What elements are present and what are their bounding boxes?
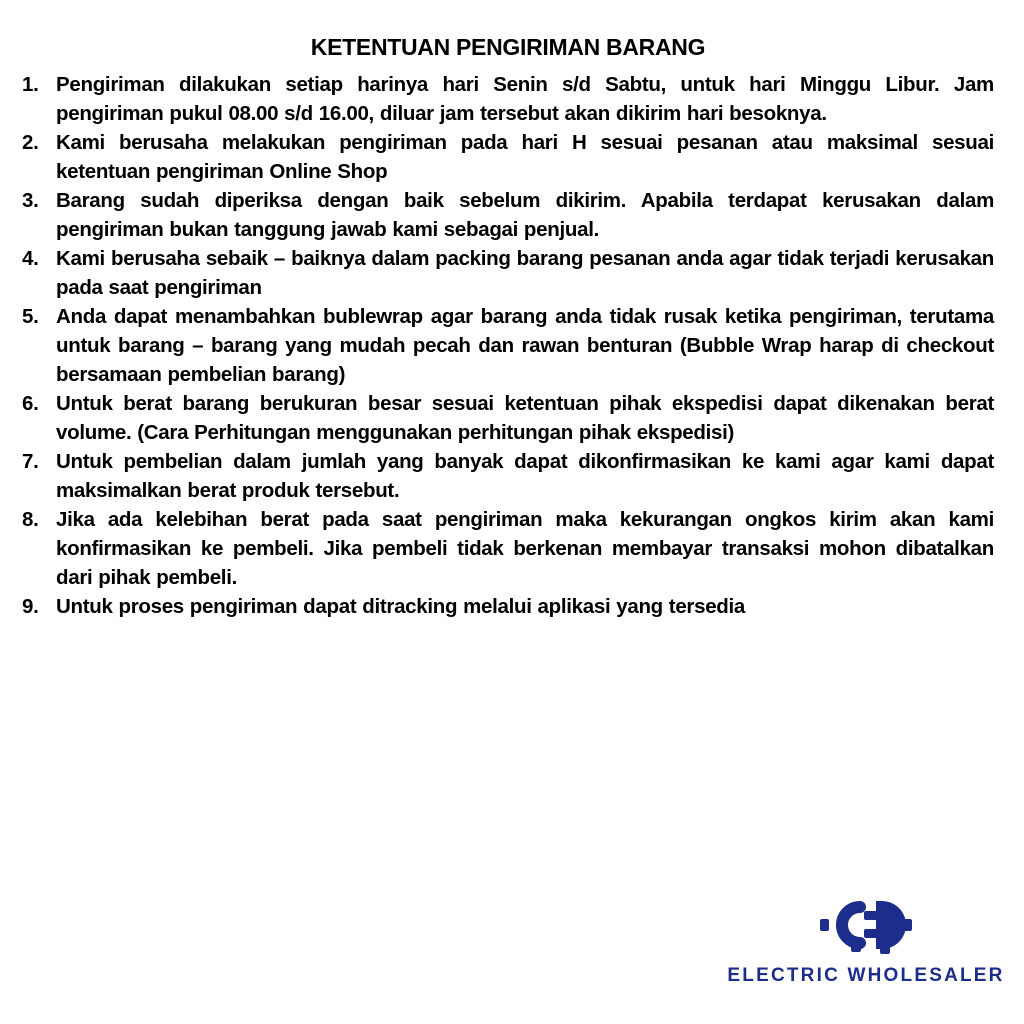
item-text: Pengiriman dilakukan setiap harinya hari Senin s/d Sabtu, untuk hari Minggu Libur. Jam pengiriman pukul 08.00 s/d 16.00, diluar jam tersebut akan dikirim hari besoknya. bbox=[56, 73, 994, 125]
item-number: 3. bbox=[22, 189, 39, 212]
list-item bbox=[22, 128, 994, 186]
item-number: 1. bbox=[22, 73, 39, 96]
list-item bbox=[22, 186, 994, 244]
item-text: Anda dapat menambahkan bublewrap agar barang anda tidak rusak ketika pengiriman, terutama untuk barang – barang yang mudah pecah dan rawan benturan (Bubble Wrap harap di checkout bersamaan pembelian barang) bbox=[56, 305, 994, 386]
item-text: Barang sudah diperiksa dengan baik sebelum dikirim. Apabila terdapat kerusakan dalam pengiriman bukan tanggung jawab kami sebagai penjual. bbox=[56, 189, 994, 241]
item-text: Untuk proses pengiriman dapat ditracking melalui aplikasi yang tersedia bbox=[56, 595, 746, 618]
electric-wholesaler-logo bbox=[727, 893, 1005, 987]
item-number: 7. bbox=[22, 450, 39, 473]
item-text: Kami berusaha sebaik – baiknya dalam packing barang pesanan anda agar tidak terjadi kerusakan pada saat pengiriman bbox=[56, 247, 994, 299]
list-item bbox=[22, 389, 994, 447]
item-number: 5. bbox=[22, 305, 39, 328]
item-number: 9. bbox=[22, 595, 39, 618]
list-item bbox=[22, 70, 994, 128]
terms-list bbox=[22, 70, 994, 621]
plug-connector-icon bbox=[820, 893, 912, 959]
list-item bbox=[22, 447, 994, 505]
list-item bbox=[22, 505, 994, 592]
item-text: Untuk berat barang berukuran besar sesuai ketentuan pihak ekspedisi dapat dikenakan berat volume. (Cara Perhitungan menggunakan perhitungan pihak ekspedisi) bbox=[56, 392, 994, 444]
list-item bbox=[22, 244, 994, 302]
list-item bbox=[22, 592, 994, 621]
item-number: 2. bbox=[22, 131, 39, 154]
item-text: Untuk pembelian dalam jumlah yang banyak dapat dikonfirmasikan ke kami agar kami dapat maksimalkan berat produk tersebut. bbox=[56, 450, 994, 502]
item-number: 6. bbox=[22, 392, 39, 415]
item-number: 4. bbox=[22, 247, 39, 270]
item-number: 8. bbox=[22, 508, 39, 531]
list-item bbox=[22, 302, 994, 389]
brand-name: ELECTRIC WHOLESALER bbox=[727, 965, 1005, 986]
page-title: KETENTUAN PENGIRIMAN BARANG bbox=[310, 34, 706, 60]
item-text: Kami berusaha melakukan pengiriman pada hari H sesuai pesanan atau maksimal sesuai ketentuan pengiriman Online Shop bbox=[56, 131, 994, 183]
shipping-terms-document bbox=[22, 34, 994, 621]
item-text: Jika ada kelebihan berat pada saat pengiriman maka kekurangan ongkos kirim akan kami konfirmasikan ke pembeli. Jika pembeli tidak berkenan membayar transaksi mohon dibatalkan dari pihak pembeli. bbox=[56, 508, 994, 589]
